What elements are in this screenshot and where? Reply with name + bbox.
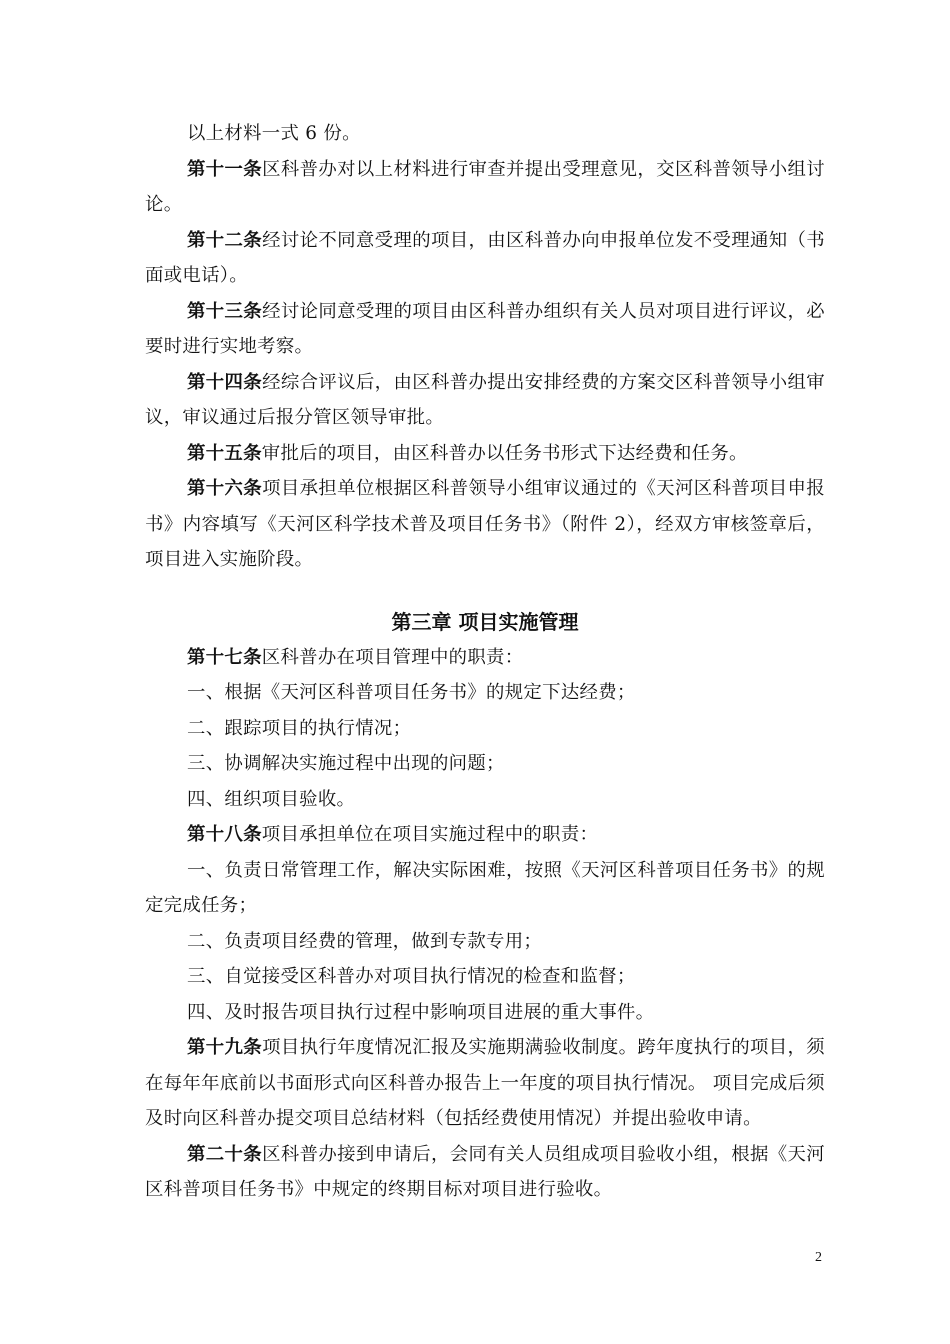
article-number: 第十三条 (187, 300, 263, 322)
article-19 (145, 1030, 825, 1137)
list-item (145, 924, 825, 960)
article-text: 区科普办在项目管理中的职责： (261, 646, 524, 668)
article-number: 第二十条 (187, 1143, 263, 1165)
list-item (145, 995, 825, 1031)
list-item-text: 四、组织项目验收。 (187, 788, 356, 810)
article-number: 第十一条 (187, 158, 263, 180)
article-18 (145, 817, 825, 853)
list-item-text: 一、根据《天河区科普项目任务书》的规定下达经费； (187, 682, 636, 703)
list-item (145, 959, 825, 995)
list-item (145, 746, 825, 782)
article-text: 项目承担单位在项目实施过程中的职责： (261, 824, 599, 845)
article-text: 经综合评议后，由区科普办提出安排经费的方案交区科普领导小组审议，审议通过后报分管区领导审批。 (145, 371, 825, 428)
article-text: 项目执行年度情况汇报及实施期满验收制度。跨年度执行的项目，须在每年年底前以书面形式向区科普办报告上一年度的项目执行情况。 项目完成后须及时向区科普办提交项目总结材料（包括经费使用情况）并提出验收申请。 (145, 1037, 825, 1129)
list-item-text: 二、跟踪项目的执行情况； (187, 717, 412, 739)
paragraph-text: 以上材料一式 6 份。 (187, 123, 361, 144)
article-number: 第十九条 (187, 1037, 263, 1058)
article-text: 区科普办接到申请后，会同有关人员组成项目验收小组，根据《天河区科普项目任务书》中规定的终期目标对项目进行验收。 (145, 1143, 825, 1200)
article-text: 项目承担单位根据区科普领导小组审议通过的《天河区科普项目申报书》内容填写《天河区科学技术普及项目任务书》（附件 2），经双方审核签章后，项目进入实施阶段。 (145, 478, 825, 570)
paragraph-materials-copies (145, 116, 825, 152)
article-text: 经讨论同意受理的项目由区科普办组织有关人员对项目进行评议，必要时进行实地考察。 (145, 300, 825, 357)
article-15 (145, 436, 825, 472)
article-number: 第十四条 (187, 371, 263, 393)
list-item-text: 四、及时报告项目执行过程中影响项目进展的重大事件。 (187, 1001, 655, 1023)
article-text: 经讨论不同意受理的项目，由区科普办向申报单位发不受理通知（书面或电话）。 (145, 229, 825, 286)
article-text: 审批后的项目，由区科普办以任务书形式下达经费和任务。 (261, 442, 748, 464)
list-item-text: 三、协调解决实施过程中出现的问题； (187, 753, 505, 774)
list-item-text: 一、负责日常管理工作，解决实际困难，按照《天河区科普项目任务书》的规定完成任务； (145, 859, 825, 916)
article-20 (145, 1137, 825, 1208)
article-number: 第十八条 (187, 824, 262, 845)
list-item (145, 711, 825, 747)
article-number: 第十六条 (187, 478, 263, 499)
article-number: 第十二条 (187, 229, 263, 251)
article-14 (145, 365, 825, 436)
chapter-spacer (145, 578, 825, 604)
article-13 (145, 294, 825, 365)
list-item-text: 二、负责项目经费的管理，做到专款专用； (187, 930, 543, 952)
list-item (145, 782, 825, 818)
article-text: 区科普办对以上材料进行审查并提出受理意见，交区科普领导小组讨论。 (145, 158, 825, 215)
list-item (145, 675, 825, 711)
article-16 (145, 471, 825, 578)
chapter-title: 第三章 项目实施管理 (391, 609, 579, 634)
article-12 (145, 223, 825, 294)
list-item (145, 853, 825, 924)
article-number: 第十五条 (187, 442, 262, 464)
list-item-text: 三、自觉接受区科普办对项目执行情况的检查和监督； (187, 966, 636, 987)
article-number: 第十七条 (187, 646, 262, 668)
document-body (145, 116, 825, 1208)
article-17 (145, 640, 825, 676)
page-number: 2 (815, 1250, 822, 1265)
article-11 (145, 152, 825, 223)
